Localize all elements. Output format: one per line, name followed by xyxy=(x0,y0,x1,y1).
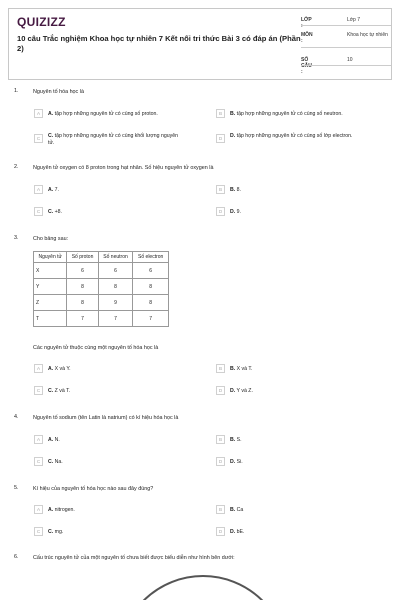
worksheet-title: 10 câu Trắc nghiệm Khoa học tự nhiên 7 Kết nối tri thức Bài 3 có đáp án (Phần 2) xyxy=(17,34,301,53)
table-cell: 6 xyxy=(67,263,98,279)
option-key: C. xyxy=(48,529,54,535)
table-cell: 8 xyxy=(67,279,98,295)
option-letter-box: A xyxy=(34,109,43,118)
option-text: 9. xyxy=(236,209,241,215)
question-text: Cấu trúc nguyên tử của một nguyên tố chưa biết được biểu diễn như hình bên dưới: xyxy=(33,555,235,561)
question-number: 3. xyxy=(14,235,19,241)
option-key: B. xyxy=(230,507,236,513)
option-key: D. xyxy=(230,209,236,215)
option-text: mg. xyxy=(54,529,64,535)
grade-label: LỚP : xyxy=(301,17,312,29)
grade-value: Lớp 7 xyxy=(347,17,361,23)
question-number: 2. xyxy=(14,164,19,170)
option-text: S. xyxy=(236,437,242,443)
table-cell: Y xyxy=(34,279,67,295)
option-key: A. xyxy=(48,437,54,443)
option-key: B. xyxy=(230,111,236,117)
table-cell: 6 xyxy=(133,263,169,279)
question-number: 6. xyxy=(14,554,19,560)
table-cell: 7 xyxy=(98,311,133,327)
table-header-row xyxy=(34,252,169,263)
table-cell: X xyxy=(34,263,67,279)
option-text: +8. xyxy=(54,209,62,215)
option-text: Y và Z. xyxy=(236,388,253,394)
option-text: Na. xyxy=(54,459,63,465)
option-key: B. xyxy=(230,366,236,372)
option-key: A. xyxy=(48,507,54,513)
subject-value: Khoa học tự nhiên xyxy=(347,32,388,38)
option-key: C. xyxy=(48,209,54,215)
option-text: tập hợp những nguyên tử có cùng số lớp electron. xyxy=(236,133,353,139)
table-header: Nguyên tử xyxy=(34,252,67,263)
option-key: D. xyxy=(230,529,236,535)
option-letter-box: D xyxy=(216,457,225,466)
option-key: C. xyxy=(48,388,54,394)
table-cell: 8 xyxy=(98,279,133,295)
option-letter-box: A xyxy=(34,185,43,194)
table-row xyxy=(34,279,169,295)
question-text: Kí hiệu của nguyên tố hóa học nào sau đây đúng? xyxy=(33,486,154,492)
option-text: Si. xyxy=(236,459,243,465)
option-text: bE. xyxy=(236,529,245,535)
question-number: 5. xyxy=(14,485,19,491)
option-text: tập hợp những nguyên tử có cùng số neutron. xyxy=(236,111,343,117)
divider xyxy=(301,65,391,66)
question-text: Cho bảng sau: xyxy=(33,236,69,242)
table-row xyxy=(34,295,169,311)
count-label: SỐ CÂU : xyxy=(301,57,312,75)
subject-label: MÔN : xyxy=(301,32,313,44)
question-number: 4. xyxy=(14,414,19,420)
quizizz-logo: QUIZIZZ xyxy=(17,15,66,29)
option-key: C. xyxy=(48,459,54,465)
table-cell: 8 xyxy=(133,295,169,311)
table-row xyxy=(34,263,169,279)
option-key: A. xyxy=(48,187,54,193)
option-text: 8. xyxy=(236,187,241,193)
divider xyxy=(301,47,391,48)
option-letter-box: C xyxy=(34,207,43,216)
option-letter-box: B xyxy=(216,364,225,373)
table-header: Số proton xyxy=(67,252,98,263)
question-text: Các nguyên tử thuộc cùng một nguyên tố hóa học là xyxy=(33,345,159,351)
option-letter-box: D xyxy=(216,207,225,216)
option-letter-box: C xyxy=(34,457,43,466)
table-cell: 8 xyxy=(67,295,98,311)
option-letter-box: D xyxy=(216,386,225,395)
table-cell: Z xyxy=(34,295,67,311)
option-text: tập hợp những nguyên tử có cùng số proton. xyxy=(54,111,158,117)
option-letter-box: C xyxy=(34,386,43,395)
table-header: Số neutron xyxy=(98,252,133,263)
option-key: A. xyxy=(48,111,54,117)
option-letter-box: B xyxy=(216,505,225,514)
table-row xyxy=(34,311,169,327)
atom-diagram-outer-shell xyxy=(118,575,288,600)
option-key: D. xyxy=(230,388,236,394)
divider xyxy=(301,25,391,26)
option-text: Ca xyxy=(236,507,244,513)
option-text: 7. xyxy=(54,187,59,193)
option-text: Z và T. xyxy=(54,388,71,394)
question-text: Nguyên tố hóa học là xyxy=(33,89,84,95)
option-text: X và Y. xyxy=(54,366,71,372)
option-text: N. xyxy=(54,437,60,443)
option-key: A. xyxy=(48,366,54,372)
option-key: D. xyxy=(230,459,236,465)
option-letter-box: A xyxy=(34,505,43,514)
option-key: B. xyxy=(230,187,236,193)
atom-table xyxy=(33,251,169,327)
option-key: C. xyxy=(48,133,54,139)
worksheet-header xyxy=(8,8,392,80)
table-cell: T xyxy=(34,311,67,327)
question-number: 1. xyxy=(14,88,19,94)
table-cell: 7 xyxy=(67,311,98,327)
option-letter-box: A xyxy=(34,364,43,373)
table-header: Số electron xyxy=(133,252,169,263)
option-text: nitrogen. xyxy=(54,507,75,513)
option-key: D. xyxy=(230,133,236,139)
table-cell: 6 xyxy=(98,263,133,279)
option-letter-box: A xyxy=(34,435,43,444)
option-key: B. xyxy=(230,437,236,443)
option-letter-box: C xyxy=(34,134,43,143)
option-letter-box: D xyxy=(216,527,225,536)
table-cell: 9 xyxy=(98,295,133,311)
count-value: 10 xyxy=(347,57,353,63)
option-letter-box: B xyxy=(216,109,225,118)
question-text: Nguyên tố sodium (tên Latin là natrium) có kí hiệu hóa học là xyxy=(33,415,179,421)
question-text: Nguyên tử oxygen có 8 proton trong hạt nhân. Số hiệu nguyên tử oxygen là xyxy=(33,165,214,171)
option-letter-box: B xyxy=(216,435,225,444)
option-letter-box: D xyxy=(216,134,225,143)
table-cell: 7 xyxy=(133,311,169,327)
option-text: X và T. xyxy=(236,366,253,372)
option-letter-box: B xyxy=(216,185,225,194)
option-text: tập hợp những nguyên tử có cùng khối lượng nguyên tử. xyxy=(48,133,179,146)
option-letter-box: C xyxy=(34,527,43,536)
table-cell: 8 xyxy=(133,279,169,295)
